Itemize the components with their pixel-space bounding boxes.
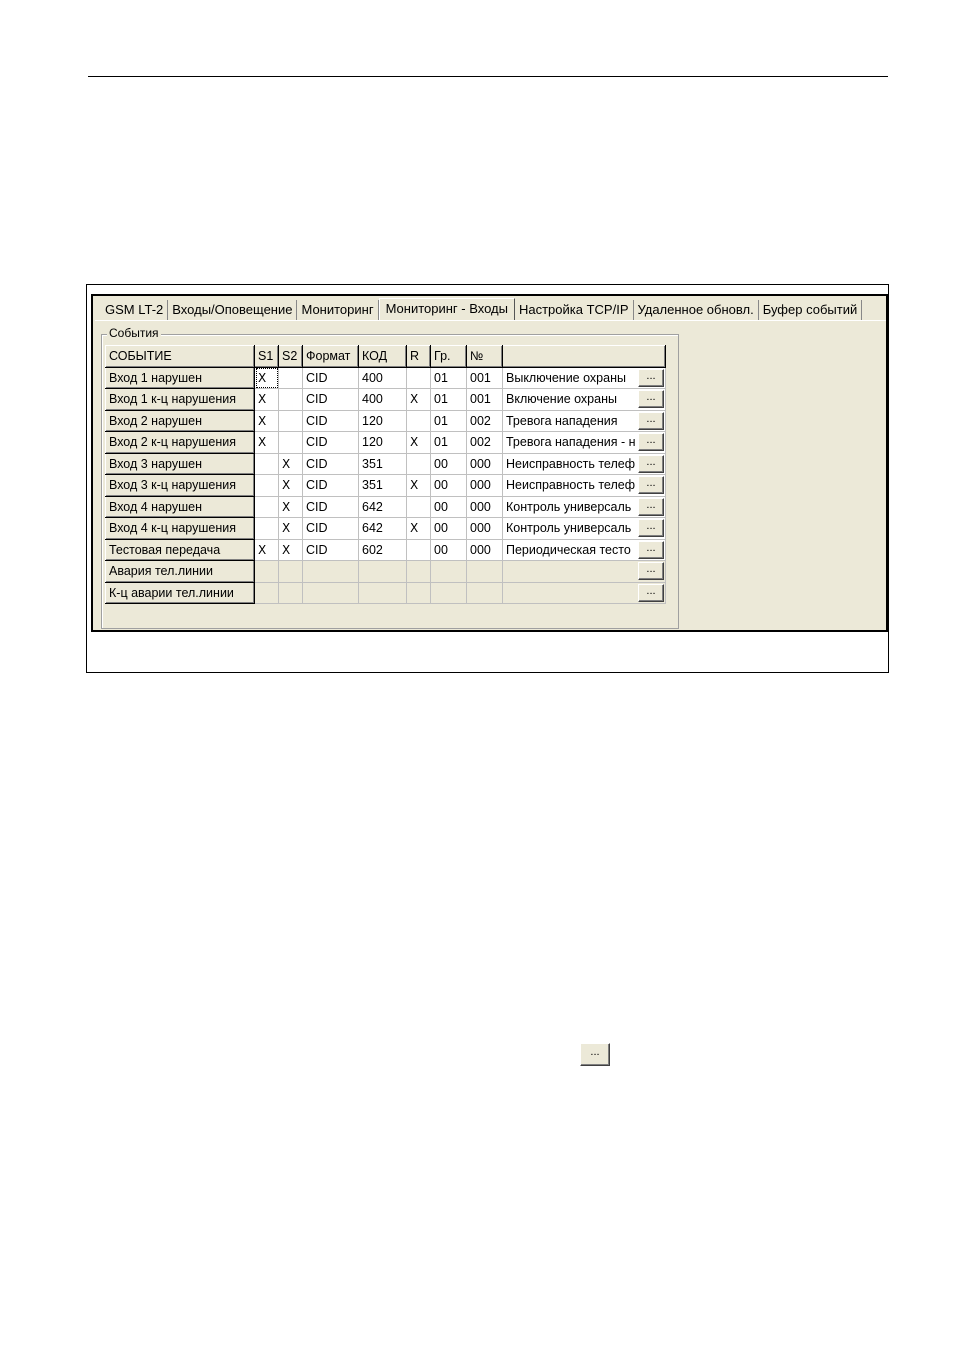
- group-text: 00: [434, 521, 448, 536]
- code-text: 602: [362, 542, 383, 557]
- description-text: Включение охраны: [506, 392, 617, 407]
- col-s1-cell[interactable]: [255, 539, 279, 561]
- description-ellipsis-button[interactable]: ...: [638, 455, 664, 473]
- description-ellipsis-button[interactable]: ...: [638, 433, 664, 451]
- col-num-header[interactable]: №: [467, 346, 503, 368]
- check-mark-r: X: [410, 521, 419, 536]
- col-s2-cell[interactable]: [279, 453, 303, 475]
- format-text: CID: [306, 413, 328, 428]
- col-num-cell[interactable]: [467, 539, 503, 561]
- format-text: CID: [306, 521, 328, 536]
- event-text: Вход 1 нарушен: [109, 370, 202, 385]
- table-row: [106, 389, 666, 411]
- col-format-cell[interactable]: [303, 432, 359, 454]
- check-mark-s1: X: [258, 435, 267, 450]
- col-s2-cell[interactable]: [279, 539, 303, 561]
- col-desc-cell[interactable]: [503, 432, 666, 454]
- col-group-cell[interactable]: [431, 561, 467, 583]
- check-mark-r: X: [410, 478, 419, 493]
- check-mark-s1: X: [258, 542, 267, 557]
- description-ellipsis-button[interactable]: ...: [638, 584, 664, 602]
- format-text: CID: [306, 478, 328, 493]
- group-text: 01: [434, 413, 448, 428]
- num-text: 000: [470, 456, 491, 471]
- col-s2-header[interactable]: S2: [279, 346, 303, 368]
- col-num-cell[interactable]: [467, 582, 503, 604]
- check-mark-s2: X: [282, 478, 291, 493]
- table-row: [106, 410, 666, 432]
- col-s1-cell[interactable]: [255, 582, 279, 604]
- code-text: 120: [362, 435, 383, 450]
- code-text: 642: [362, 499, 383, 514]
- col-event-cell[interactable]: [106, 389, 255, 411]
- col-r-cell[interactable]: [407, 453, 431, 475]
- table-row: [106, 475, 666, 497]
- col-format-cell[interactable]: [303, 518, 359, 540]
- col-num-cell[interactable]: [467, 367, 503, 389]
- col-r-cell[interactable]: [407, 518, 431, 540]
- col-s1-cell[interactable]: [255, 518, 279, 540]
- description-ellipsis-button[interactable]: ...: [638, 476, 664, 494]
- description-text: Неисправность телеф: [506, 456, 635, 471]
- event-text: Вход 2 нарушен: [109, 413, 202, 428]
- col-code-cell[interactable]: [359, 367, 407, 389]
- col-event-cell[interactable]: [106, 410, 255, 432]
- table-row: [106, 432, 666, 454]
- check-mark-r: X: [410, 392, 419, 407]
- col-code-cell[interactable]: [359, 432, 407, 454]
- col-desc-cell[interactable]: [503, 367, 666, 389]
- group-text: 00: [434, 499, 448, 514]
- description-ellipsis-button[interactable]: ...: [638, 390, 664, 408]
- col-s1-cell[interactable]: [255, 475, 279, 497]
- check-mark-s1: X: [258, 392, 267, 407]
- description-ellipsis-button[interactable]: ...: [638, 498, 664, 516]
- group-text: 00: [434, 542, 448, 557]
- col-event-cell[interactable]: [106, 539, 255, 561]
- col-num-cell[interactable]: [467, 518, 503, 540]
- col-r-cell[interactable]: [407, 496, 431, 518]
- col-s1-cell[interactable]: [255, 367, 279, 389]
- col-desc-cell[interactable]: [503, 389, 666, 411]
- table-row: [106, 539, 666, 561]
- table-row: [106, 582, 666, 604]
- col-s2-cell[interactable]: [279, 432, 303, 454]
- table-row: [106, 367, 666, 389]
- col-desc-cell[interactable]: [503, 410, 666, 432]
- description-ellipsis-button[interactable]: ...: [638, 412, 664, 430]
- col-group-cell[interactable]: [431, 475, 467, 497]
- description-text: Контроль универсаль: [506, 499, 632, 514]
- col-s2-cell[interactable]: [279, 518, 303, 540]
- col-format-cell[interactable]: [303, 453, 359, 475]
- code-text: 400: [362, 392, 383, 407]
- col-event-cell[interactable]: [106, 582, 255, 604]
- col-r-cell[interactable]: [407, 561, 431, 583]
- col-s1-cell[interactable]: [255, 453, 279, 475]
- tab-monitoring-inputs[interactable]: Мониторинг - Входы: [379, 298, 515, 321]
- event-text: Вход 3 к-ц нарушения: [109, 478, 236, 493]
- tab-event-buffer[interactable]: Буфер событий: [759, 300, 863, 320]
- col-format-cell[interactable]: [303, 496, 359, 518]
- event-text: К-ц аварии тел.линии: [109, 585, 234, 600]
- page-top-rule: [88, 76, 888, 77]
- col-num-cell[interactable]: [467, 475, 503, 497]
- event-text: Вход 3 нарушен: [109, 456, 202, 471]
- col-num-cell[interactable]: [467, 496, 503, 518]
- col-desc-header[interactable]: [503, 346, 666, 368]
- col-format-header[interactable]: Формат: [303, 346, 359, 368]
- table-row: [106, 496, 666, 518]
- event-text: Вход 4 нарушен: [109, 499, 202, 514]
- col-group-cell[interactable]: [431, 410, 467, 432]
- col-s2-cell[interactable]: [279, 410, 303, 432]
- col-s1-cell[interactable]: [255, 389, 279, 411]
- num-text: 002: [470, 435, 491, 450]
- screenshot-frame: [86, 284, 889, 673]
- col-desc-cell[interactable]: [503, 453, 666, 475]
- group-text: 01: [434, 370, 448, 385]
- check-mark-r: X: [410, 435, 419, 450]
- col-event-cell[interactable]: [106, 432, 255, 454]
- check-mark-s2: X: [282, 521, 291, 536]
- col-s1-cell[interactable]: [255, 410, 279, 432]
- col-s1-cell[interactable]: [255, 496, 279, 518]
- col-code-cell[interactable]: [359, 539, 407, 561]
- col-format-cell[interactable]: [303, 410, 359, 432]
- event-text: Тестовая передача: [109, 542, 221, 557]
- col-r-cell[interactable]: [407, 410, 431, 432]
- col-code-cell[interactable]: [359, 475, 407, 497]
- num-text: 001: [470, 370, 491, 385]
- col-code-header[interactable]: КОД: [359, 346, 407, 368]
- tab-strip: [101, 298, 862, 320]
- description-text: Тревога нападения - н: [506, 435, 636, 450]
- event-text: Вход 2 к-ц нарушения: [109, 435, 236, 450]
- col-num-cell[interactable]: [467, 389, 503, 411]
- col-event-cell[interactable]: [106, 367, 255, 389]
- col-desc-cell[interactable]: [503, 518, 666, 540]
- col-group-cell[interactable]: [431, 582, 467, 604]
- col-s1-header[interactable]: S1: [255, 346, 279, 368]
- col-format-cell[interactable]: [303, 539, 359, 561]
- col-group-cell[interactable]: [431, 496, 467, 518]
- col-s1-cell[interactable]: [255, 432, 279, 454]
- col-num-cell[interactable]: [467, 561, 503, 583]
- col-desc-cell[interactable]: [503, 561, 666, 583]
- settings-window: [91, 294, 888, 632]
- col-code-cell[interactable]: [359, 389, 407, 411]
- col-format-cell[interactable]: [303, 389, 359, 411]
- group-text: 01: [434, 392, 448, 407]
- description-text: Неисправность телеф: [506, 478, 635, 493]
- format-text: CID: [306, 542, 328, 557]
- col-s2-cell[interactable]: [279, 367, 303, 389]
- event-text: Вход 1 к-ц нарушения: [109, 392, 236, 407]
- table-row: [106, 561, 666, 583]
- description-ellipsis-button[interactable]: ...: [638, 519, 664, 537]
- col-num-cell[interactable]: [467, 453, 503, 475]
- group-text: 00: [434, 478, 448, 493]
- col-r-cell[interactable]: [407, 539, 431, 561]
- col-num-cell[interactable]: [467, 432, 503, 454]
- description-ellipsis-button[interactable]: ...: [638, 562, 664, 580]
- col-s2-cell[interactable]: [279, 475, 303, 497]
- col-code-cell[interactable]: [359, 410, 407, 432]
- col-s2-cell[interactable]: [279, 561, 303, 583]
- col-desc-cell[interactable]: [503, 496, 666, 518]
- col-desc-cell[interactable]: [503, 582, 666, 604]
- num-text: 000: [470, 542, 491, 557]
- format-text: CID: [306, 456, 328, 471]
- col-desc-cell[interactable]: [503, 475, 666, 497]
- tab-remote-update[interactable]: Удаленное обновл.: [634, 300, 759, 320]
- col-r-header[interactable]: R: [407, 346, 431, 368]
- col-format-cell[interactable]: [303, 561, 359, 583]
- col-group-cell[interactable]: [431, 518, 467, 540]
- col-r-cell[interactable]: [407, 367, 431, 389]
- col-event-cell[interactable]: [106, 561, 255, 583]
- tab-gsm-lt2[interactable]: GSM LT-2: [101, 300, 168, 320]
- code-text: 400: [362, 370, 383, 385]
- col-code-cell[interactable]: [359, 561, 407, 583]
- table-row: [106, 453, 666, 475]
- tab-inputs-notify[interactable]: Входы/Оповещение: [168, 300, 297, 320]
- num-text: 002: [470, 413, 491, 428]
- code-text: 351: [362, 478, 383, 493]
- check-mark-s2: X: [282, 542, 291, 557]
- tab-monitoring[interactable]: Мониторинг: [297, 300, 378, 320]
- col-group-cell[interactable]: [431, 389, 467, 411]
- num-text: 001: [470, 392, 491, 407]
- description-text: Тревога нападения: [506, 413, 618, 428]
- events-table: [105, 345, 666, 604]
- col-group-cell[interactable]: [431, 367, 467, 389]
- num-text: 000: [470, 521, 491, 536]
- col-desc-cell[interactable]: [503, 539, 666, 561]
- col-r-cell[interactable]: [407, 475, 431, 497]
- event-text: Авария тел.линии: [109, 564, 213, 579]
- check-mark-s1: X: [258, 413, 267, 428]
- format-text: CID: [306, 392, 328, 407]
- col-code-cell[interactable]: [359, 453, 407, 475]
- tab-tcpip[interactable]: Настройка TCP/IP: [515, 300, 634, 320]
- format-text: CID: [306, 370, 328, 385]
- description-text: Контроль универсаль: [506, 521, 632, 536]
- col-group-cell[interactable]: [431, 539, 467, 561]
- description-ellipsis-button[interactable]: ...: [638, 369, 664, 387]
- col-group-cell[interactable]: [431, 432, 467, 454]
- col-code-cell[interactable]: [359, 496, 407, 518]
- check-mark-s2: X: [282, 499, 291, 514]
- col-format-cell[interactable]: [303, 367, 359, 389]
- col-s2-cell[interactable]: [279, 582, 303, 604]
- description-text: Выключение охраны: [506, 370, 626, 385]
- col-event-cell[interactable]: [106, 475, 255, 497]
- group-text: 00: [434, 456, 448, 471]
- col-group-cell[interactable]: [431, 453, 467, 475]
- check-mark-s1: X: [258, 370, 267, 385]
- events-group-title: События: [109, 326, 159, 340]
- check-mark-s2: X: [282, 456, 291, 471]
- col-event-header[interactable]: СОБЫТИЕ: [106, 346, 255, 368]
- col-s2-cell[interactable]: [279, 389, 303, 411]
- col-event-cell[interactable]: [106, 453, 255, 475]
- format-text: CID: [306, 499, 328, 514]
- description-text: Периодическая тесто: [506, 542, 631, 557]
- col-format-cell[interactable]: [303, 582, 359, 604]
- col-r-cell[interactable]: [407, 582, 431, 604]
- ellipsis-button[interactable]: ...: [580, 1043, 610, 1066]
- num-text: 000: [470, 499, 491, 514]
- col-num-cell[interactable]: [467, 410, 503, 432]
- col-format-cell[interactable]: [303, 475, 359, 497]
- col-r-cell[interactable]: [407, 432, 431, 454]
- col-r-cell[interactable]: [407, 389, 431, 411]
- col-event-cell[interactable]: [106, 518, 255, 540]
- table-row: [106, 518, 666, 540]
- col-s1-cell[interactable]: [255, 561, 279, 583]
- col-code-cell[interactable]: [359, 582, 407, 604]
- col-s2-cell[interactable]: [279, 496, 303, 518]
- code-text: 120: [362, 413, 383, 428]
- description-ellipsis-button[interactable]: ...: [638, 541, 664, 559]
- table-header-row: [106, 346, 666, 368]
- group-text: 01: [434, 435, 448, 450]
- event-text: Вход 4 к-ц нарушения: [109, 521, 236, 536]
- format-text: CID: [306, 435, 328, 450]
- col-event-cell[interactable]: [106, 496, 255, 518]
- code-text: 351: [362, 456, 383, 471]
- col-code-cell[interactable]: [359, 518, 407, 540]
- code-text: 642: [362, 521, 383, 536]
- col-group-header[interactable]: Гр.: [431, 346, 467, 368]
- num-text: 000: [470, 478, 491, 493]
